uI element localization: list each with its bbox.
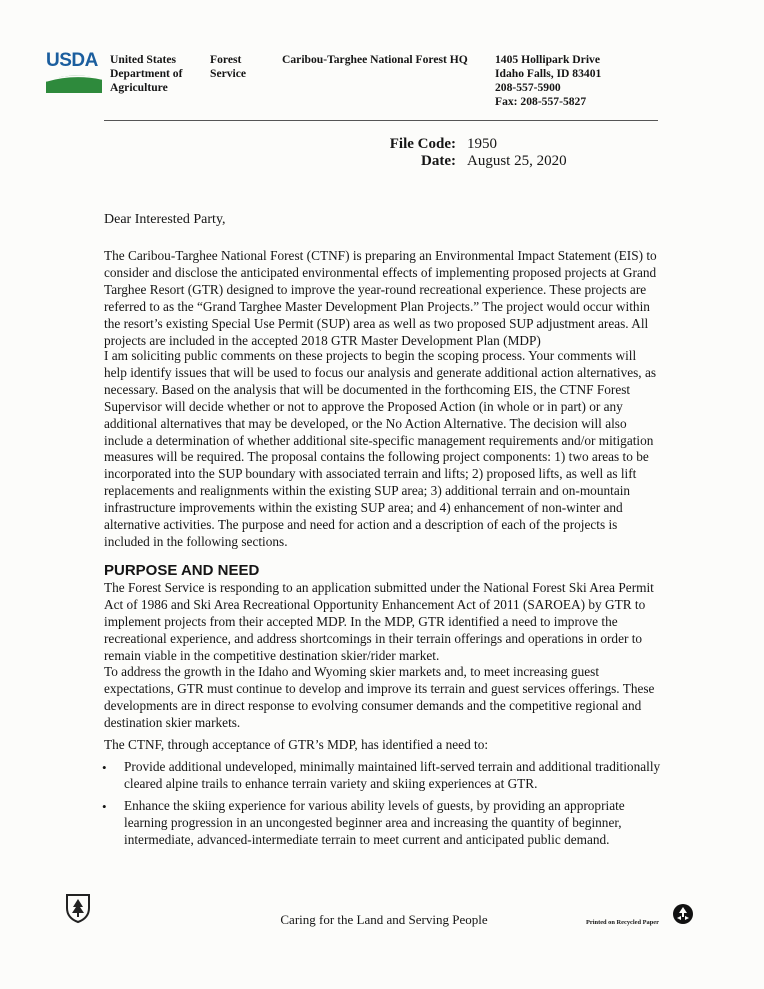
bullet-item: Enhance the skiing experience for various ability levels of guests, by providing an appropriate learning progression in an uncongested beginner area and increasing the quantity of beginner, intermediate, advanced-intermediate terrain to meet current and anticipated public demand. bbox=[124, 798, 625, 847]
bullet-item: Provide additional undeveloped, minimally maintained lift-served terrain and additional traditionally cleared alpine trails to enhance terrain variety and skiing experiences at GTR. bbox=[124, 759, 661, 791]
section-paragraph: To address the growth in the Idaho and Wyoming skier markets and, to meet increasing guest expectations, GTR must continue to develop and improve its terrain and guest services offerings. These developments are in direct response to evolving consumer demands and the competitive regional and destination skier markets. bbox=[104, 664, 655, 730]
printed-note: Printed on Recycled Paper bbox=[586, 919, 659, 926]
usda-logo-text: USDA bbox=[46, 50, 98, 71]
header-divider bbox=[104, 120, 658, 121]
address-line: Idaho Falls, ID 83401 bbox=[495, 67, 602, 80]
section-paragraph: The Forest Service is responding to an application submitted under the National Forest Ski Area Permit Act of 1986 and Ski Area Recreational Opportunity Enhancement Act of 2011 (SAROEA) by GTR to implement projects from their accepted MDP. In the MDP, GTR identified a need to improve the recreational experience, and address shortcomings in their terrain offerings and operations in order to remain viable in the competitive destination skier/rider market. bbox=[104, 580, 654, 663]
intro-paragraph: The Caribou-Targhee National Forest (CTNF) is preparing an Environmental Impact Statement (EIS) to consider and disclose the anticipated environmental effects of implementing proposed projects at Grand Targhee Resort (GTR) designed to improve the year-round recreational experience. These projects are referred to as the “Grand Targhee Master Development Plan Projects.” The project would occur within the resort’s existing Special Use Permit (SUP) area as well as two proposed SUP adjustment areas. All projects are included in the accepted 2018 GTR Master Development Plan (MDP) bbox=[104, 248, 657, 348]
file-code-label: File Code: bbox=[389, 136, 456, 152]
address-line: Fax: 208-557-5827 bbox=[495, 95, 587, 108]
recycle-icon bbox=[672, 903, 694, 925]
agency-line: Agriculture bbox=[110, 81, 168, 94]
bullet-icon: • bbox=[102, 760, 107, 775]
forest-service-shield-icon bbox=[64, 892, 92, 924]
address-line: 208-557-5900 bbox=[495, 81, 561, 94]
footer-motto: Caring for the Land and Serving People bbox=[280, 912, 488, 927]
date-label: Date: bbox=[421, 153, 456, 169]
intro-paragraph: I am soliciting public comments on these projects to begin the scoping process. Your comments will help identify issues that will be used to focus our analysis and generate additional action alternatives, as necessary. Based on the analysis that will be documented in the forthcoming EIS, the CTNF Forest Supervisor will decide whether or not to approve the Proposed Action (in whole or in part) or any additional alternatives that may be developed, or the No Action Alternative. The decision will also include a determination of whether additional site-specific management requirements and/or mitigation measures will be required. The proposal contains the following project components: 1) two areas to be incorporated into the SUP boundary with associated terrain and lifts; 2) proposed lifts, as well as lift replacements and realignments within the existing SUP area; 3) additional terrain and on-mountain infrastructure improvements within the existing SUP area; and 4) enhancement of non-winter and alternative activities. The purpose and need for action and a description of each of the projects is included in the following sections. bbox=[104, 348, 657, 549]
section-paragraph: The CTNF, through acceptance of GTR’s MDP, has identified a need to: bbox=[104, 737, 489, 752]
agency-name bbox=[110, 53, 182, 95]
office-name: Caribou-Targhee National Forest HQ bbox=[282, 53, 468, 66]
section-heading: PURPOSE AND NEED bbox=[104, 562, 260, 579]
service-line: Service bbox=[210, 67, 247, 80]
usda-swoosh-icon bbox=[46, 73, 102, 93]
service-line: Forest bbox=[210, 53, 242, 66]
usda-logo bbox=[46, 50, 104, 94]
salutation: Dear Interested Party, bbox=[104, 212, 226, 227]
agency-line: United States bbox=[110, 53, 177, 66]
office-address bbox=[495, 53, 601, 109]
address-line: 1405 Hollipark Drive bbox=[495, 53, 600, 66]
date-value: August 25, 2020 bbox=[467, 153, 567, 169]
bullet-icon: • bbox=[102, 799, 107, 814]
file-code-value: 1950 bbox=[467, 136, 497, 152]
agency-line: Department of bbox=[110, 67, 183, 80]
service-name bbox=[210, 53, 246, 81]
